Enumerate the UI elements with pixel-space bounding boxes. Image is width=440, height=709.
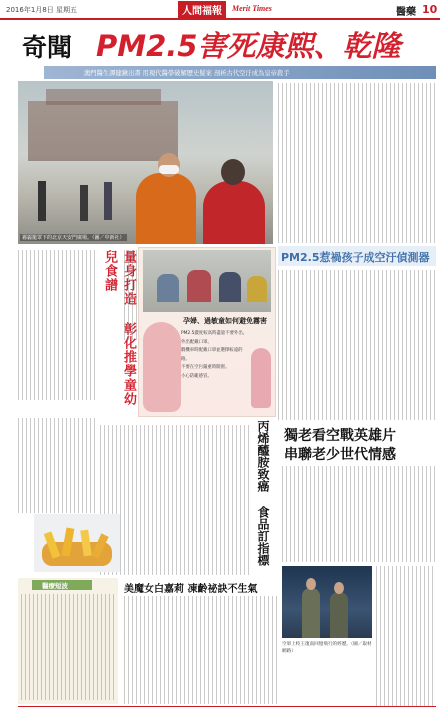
veteran-headline-2: 串聯老少世代情感 xyxy=(284,447,396,463)
fries-photo xyxy=(34,514,120,572)
veteran-photo-side-text xyxy=(376,566,436,706)
scooter-crowd-photo xyxy=(143,250,271,312)
veteran-photo-caption: 空軍上校王復南回憶飛行的經歷。（圖／取材網路） xyxy=(282,642,372,654)
main-headline-row xyxy=(0,19,440,65)
subhead: 澳門醫生譚健鍬出書 用現代醫學破解歷史疑案 剖析古代空汙成為皇帝殺手 xyxy=(84,70,290,77)
header-date: 2016年1月8日 星期五 xyxy=(6,6,77,14)
beauty-headline: 美魔女白嘉莉 凍齡祕訣不生氣 xyxy=(124,584,258,595)
tiananmen-gate xyxy=(28,101,178,161)
face-mask xyxy=(159,165,179,174)
subhead-banner xyxy=(44,66,436,79)
cancer-headline: 丙烯醯胺致癌 食品訂指標 xyxy=(256,420,270,566)
main-headline: PM2.5害死康熙、乾隆 xyxy=(96,29,401,63)
child-silhouette xyxy=(251,348,271,408)
pregnancy-infographic xyxy=(138,247,276,417)
bottom-rule xyxy=(18,706,436,707)
brand-sub: Merit Times xyxy=(232,4,272,13)
veteran-story-text xyxy=(282,466,436,562)
health-box xyxy=(18,578,118,704)
tip-item: 外出配戴口罩。 xyxy=(181,339,212,345)
main-photo-caption: 霧霾籠罩下的北京天安門廣場。（圖／中新社） xyxy=(22,235,125,241)
main-photo xyxy=(18,81,273,244)
tip-item: PM2.5濃度較高時盡量不要外出。 xyxy=(181,331,248,336)
veteran-headline-1: 獨老看空戰英雄片 xyxy=(284,428,396,444)
cancer-story-text xyxy=(100,425,250,575)
children-story-text-left xyxy=(18,250,96,400)
kicker: 奇聞 xyxy=(22,33,73,62)
beauty-story-text xyxy=(124,596,278,704)
brand-logo: 人間福報 xyxy=(178,1,226,18)
person-head-2 xyxy=(221,159,245,185)
pregnant-woman-silhouette xyxy=(143,322,181,412)
health-box-title-bar xyxy=(32,580,92,590)
main-story-text xyxy=(278,83,436,243)
tip-item: 不要在空污嚴重時開窗。 xyxy=(181,365,230,370)
pm-headline-bar xyxy=(278,246,436,266)
pregnancy-tips-list xyxy=(181,330,251,381)
left-column-text xyxy=(18,418,96,513)
tip-item: 騎機車時配戴口罩並選擇較遠的路。 xyxy=(181,348,243,362)
tip-item: 小心防範感冒。 xyxy=(181,373,212,379)
page-header xyxy=(0,0,440,20)
person-red-jacket xyxy=(203,181,265,244)
children-headline: 量身打造 彰化推學童幼兒食譜 xyxy=(102,250,136,406)
children-story-text-right xyxy=(124,250,138,340)
pm-headline: PM2.5惹禍孩子成空汙偵測器 xyxy=(281,251,430,264)
person-orange-jacket xyxy=(136,173,196,244)
health-box-text xyxy=(21,594,115,700)
health-box-title: 醫療短波 xyxy=(42,582,68,590)
veteran-photo xyxy=(282,566,372,638)
pregnancy-box-title: 孕婦、過敏童如何避免霧害 xyxy=(183,317,267,325)
page-number: 10 xyxy=(422,3,438,16)
pm-story-text xyxy=(278,270,436,420)
section-name: 醫藥 xyxy=(396,7,416,18)
